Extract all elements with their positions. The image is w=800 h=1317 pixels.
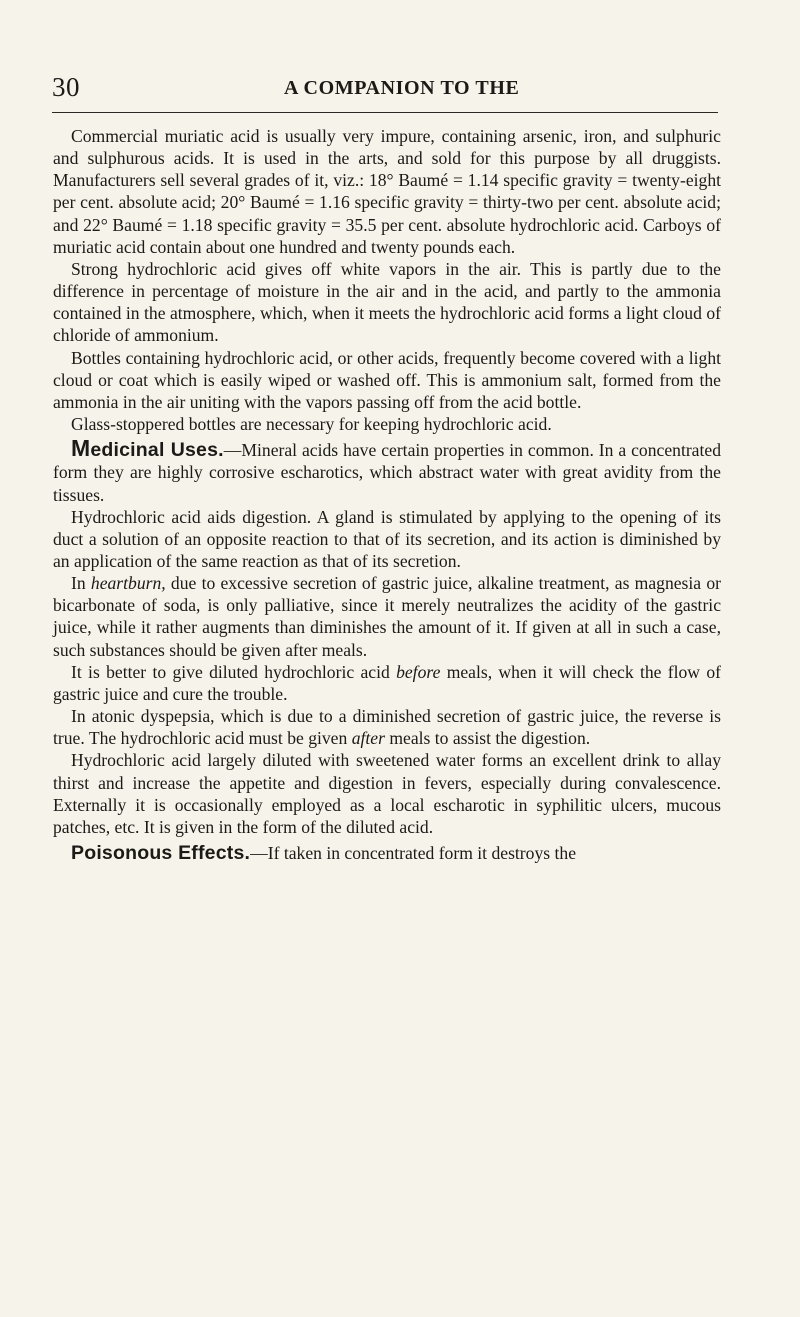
- paragraph-muriatic-acid-grades: Commercial muriatic acid is usually very impure, containing arsenic, iron, and sulphuric and sulphurous acids. It is used in the arts, and sold for this purpose by all druggists. Manufacturers sell several grades of it, viz.: 18° Baumé = 1.14 specific gravity = twenty-eight per cent. absolute acid; 20° Baumé = 1.16 specific gravity = thirty-two per cent. absolute acid; and 22° Baumé = 1.18 specific gravity = 35.5 per cent. absolute hydrochloric acid. Carboys of muriatic acid contain about one hundred and twenty pounds each.: [53, 126, 721, 257]
- paragraph-glass-stoppered: Glass-stoppered bottles are necessary for keeping hydrochloric acid.: [71, 414, 552, 435]
- paragraph-heartburn: In heartburn, due to excessive secretion of gastric juice, alkaline treatment, as magnesia or bicarbonate of soda, is only palliative, since it merely neutralizes the acidity of the gastric juice, while it rather augments than diminishes the amount of it. If given at all in such a case, such substances should be given after meals.: [53, 573, 721, 660]
- paragraph-atonic-dyspepsia: In atonic dyspepsia, which is due to a diminished secretion of gastric juice, the reverse is true. The hydrochloric acid must be given after meals to assist the digestion.: [53, 706, 721, 749]
- paragraph-bottle-coating: Bottles containing hydrochloric acid, or other acids, frequently become covered with a light cloud or coat which is easily wiped or washed off. This is ammonium salt, formed from the ammonia in the air uniting with the vapors passing off from the acid bottle.: [53, 347, 721, 412]
- page-number: 30: [52, 72, 80, 102]
- section-heading-medicinal-uses: Medicinal Uses.: [71, 435, 224, 462]
- header-rule: [52, 112, 718, 113]
- running-head: A COMPANION TO THE: [284, 77, 520, 99]
- paragraph-aids-digestion: Hydrochloric acid aids digestion. A gland is stimulated by applying to the opening of its duct a solution of an opposite reaction to that of its secretion, and its action is diminished by an application of the same reaction as that of its secretion.: [53, 506, 721, 571]
- paragraph-white-vapors: Strong hydrochloric acid gives off white vapors in the air. This is partly due to the difference in percentage of moisture in the air and in the acid, and partly to the ammonia contained in the atmosphere, which, when it meets the hydrochloric acid forms a light cloud of chloride of ammonium.: [53, 258, 721, 346]
- paragraph-medicinal-uses: Medicinal Uses.—Mineral acids have certain properties in common. In a concentrated form they are highly corrosive escharotics, which abstract water with great avidity from the tissues.: [53, 435, 721, 505]
- paragraph-poisonous-effects: Poisonous Effects.—If taken in concentrated form it destroys the: [71, 842, 577, 864]
- italic-before: before: [396, 661, 441, 682]
- paragraph-diluted-drink: Hydrochloric acid largely diluted with sweetened water forms an excellent drink to allay thirst and increase the appetite and digestion in fevers, especially during convalescence. Externally it is occasionally employed as a local escharotic in syphilitic ulcers, mucous patches, etc. It is given in the form of the diluted acid.: [53, 750, 721, 837]
- paragraph-before-meals: It is better to give diluted hydrochloric acid before meals, when it will check the flow of gastric juice and cure the trouble.: [53, 661, 721, 704]
- body-text: [53, 125, 721, 864]
- italic-heartburn: heartburn,: [90, 573, 166, 594]
- section-heading-poisonous-effects: Poisonous Effects.: [71, 842, 251, 864]
- page-header: [52, 72, 720, 108]
- italic-after: after: [351, 728, 385, 749]
